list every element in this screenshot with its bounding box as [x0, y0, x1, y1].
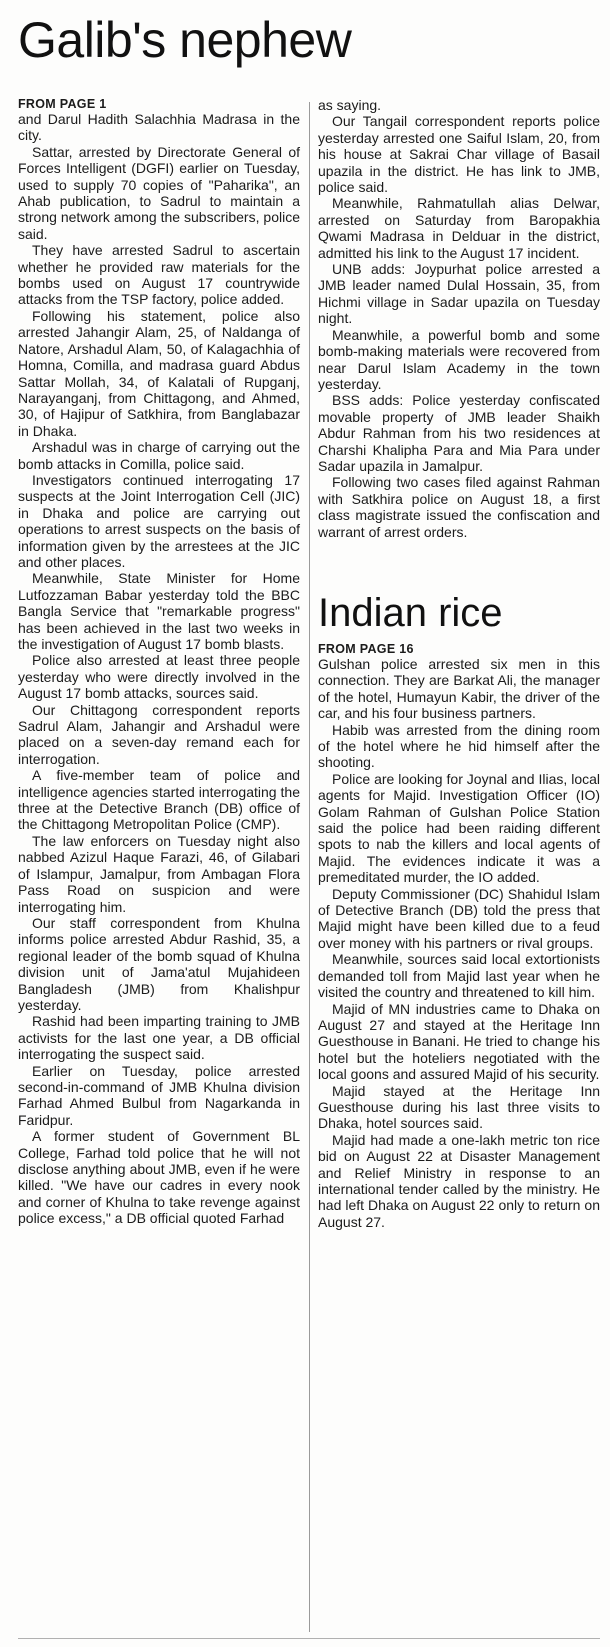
- paragraph: as saying.: [318, 97, 382, 113]
- paragraph: Gulshan police arrested six men in this connection. They are Barkat Ali, the manager of the hotel, Humayun Kabir, the driver of the car, and his four business partners.: [318, 655, 600, 722]
- paragraph: Rashid had been imparting training to JMB activists for the last one year, a DB official interrogating the suspect said.: [18, 1013, 300, 1063]
- story1-column-right: [318, 97, 600, 1230]
- paragraph: Deputy Commissioner (DC) Shahidul Islam of Detective Branch (DB) told the press that Majid might have been killed due to a feud over money with his partners or rival groups.: [318, 885, 600, 951]
- paragraph: Meanwhile, sources said local extortionists demanded toll from Majid last year when he visited the country and threatened to kill him.: [318, 951, 600, 1001]
- paragraph: Police also arrested at least three people yesterday who were directly involved in the August 17 bomb attacks, sources said.: [18, 652, 300, 702]
- paragraph: Arshadul was in charge of carrying out the bomb attacks in Comilla, police said.: [18, 439, 300, 472]
- paragraph: Our Chittagong correspondent reports Sadrul Alam, Jahangir and Arshadul were placed on a seven-day remand each for interrogation.: [18, 701, 300, 767]
- paragraph: Meanwhile, State Minister for Home Lutfozzaman Babar yesterday told the BBC Bangla Service that "remarkable progress" has been achieved in the last two weeks in the investigation of August 17 bomb blasts.: [18, 570, 300, 652]
- story1-column-left: [18, 97, 300, 1227]
- paragraph: Police are looking for Joynal and Ilias, local agents for Majid. Investigation Officer (IO) Golam Rahman of Gulshan Police Station said the police had been raiding different spots to nab the killers and local agents of Majid. The evidences indicate it was a premeditated murder, the IO added.: [318, 770, 600, 886]
- headline-galibs-nephew: Galib's nephew: [18, 12, 352, 68]
- bottom-rule: [18, 1638, 600, 1639]
- jump-line-from-page-1: FROM PAGE 1: [18, 97, 107, 111]
- paragraph: Our staff correspondent from Khulna informs police arrested Abdur Rashid, 35, a regional leader of the bomb squad of Khulna division unit of Jama'atul Mujahideen Bangladesh (JMB) from Khalishpur yesterday.: [18, 914, 300, 1013]
- paragraph: Our Tangail correspondent reports police yesterday arrested one Saiful Islam, 20, from his house at Sakrai Char village of Basail upazila in the district. He has link to JMB, police said.: [318, 113, 600, 196]
- paragraph: A former student of Government BL College, Farhad told police that he will not disclose anything about JMB, even if he were killed. "We have our cadres in every nook and corner of Khulna to take revenge against police excess," a DB official quoted Farhad: [18, 1128, 300, 1227]
- paragraph: Following two cases filed against Rahman with Satkhira police on August 18, a first class magistrate issued the confiscation and warrant of arrest orders.: [318, 474, 600, 540]
- paragraph: UNB adds: Joypurhat police arrested a JMB leader named Dulal Hossain, 35, from Hichmi village in Sadar upazila on Tuesday night.: [318, 261, 600, 327]
- paragraph: Meanwhile, a powerful bomb and some bomb-making materials were recovered from near Darul Islam Academy in the town yesterday.: [318, 326, 600, 392]
- column-divider: [309, 102, 310, 1632]
- paragraph: A five-member team of police and intelligence agencies started interrogating the three at the Detective Branch (DB) office of the Chittagong Metropolitan Police (CMP).: [18, 767, 300, 833]
- paragraph: They have arrested Sadrul to ascertain whether he provided raw materials for the bombs used on August 17 countrywide attacks from the TSP factory, police added.: [18, 242, 300, 308]
- paragraph: Sattar, arrested by Directorate General of Forces Intelligent (DGFI) earlier on Tuesday, used to supply 70 copies of "Paharika", an Ahab publication, to Sadrul to maintain a strong network among the subscribers, police said.: [18, 143, 300, 242]
- paragraph: Investigators continued interrogating 17 suspects at the Joint Interrogation Cell (JIC) in Dhaka and police are carrying out operations to arrest suspects on the basis of information given by the arrestees at the JIC and other places.: [18, 471, 300, 570]
- jump-line-from-page-16: FROM PAGE 16: [318, 641, 414, 656]
- headline-indian-rice: Indian rice: [318, 590, 503, 635]
- paragraph: Majid of MN industries came to Dhaka on August 27 and stayed at the Heritage Inn Guesthouse in Banani. He tried to change his hotel but the hoteliers negotiated with the local goons and assured Majid of his security.: [318, 1000, 600, 1083]
- paragraph: Earlier on Tuesday, police arrested second-in-command of JMB Khulna division Farhad Ahmed Bulbul from Nagarkanda in Faridpur.: [18, 1062, 300, 1128]
- paragraph: Majid had made a one-lakh metric ton rice bid on August 22 at Disaster Management and Relief Ministry in response to an international tender called by the ministry. He had left Dhaka on August 22 only to return on August 27.: [318, 1131, 600, 1230]
- paragraph: Meanwhile, Rahmatullah alias Delwar, arrested on Saturday from Baropakhia Qwami Madrasa in Delduar in the district, admitted his link to the August 17 incident.: [318, 195, 600, 261]
- paragraph: Following his statement, police also arrested Jahangir Alam, 25, of Naldanga of Natore, Arshadul Alam, 50, of Kalagachhia of Homna, Comilla, and madrasa guard Abdus Sattar Mollah, 34, of Kalatali of Rupganj, Narayanganj, from Chittagong, and Ahmed, 30, of Hajipur of Satkhira, from Banglabazar in Dhaka.: [18, 307, 300, 439]
- paragraph: BSS adds: Police yesterday confiscated movable property of JMB leader Shaikh Abdur Rahman from his two residences at Charshi Khalipha Para and Mia Para under Sadar upazila in Jamalpur.: [318, 392, 600, 474]
- paragraph: The law enforcers on Tuesday night also nabbed Azizul Haque Farazi, 46, of Gilabari of Islampur, Jamalpur, from Ambagan Flora Pass Road on suspicion and were interrogating him.: [18, 832, 300, 915]
- paragraph: Majid stayed at the Heritage Inn Guesthouse during his last three visits to Dhaka, hotel sources said.: [318, 1082, 600, 1132]
- paragraph: and Darul Hadith Salachhia Madrasa in the city.: [18, 111, 300, 144]
- paragraph: Habib was arrested from the dining room of the hotel where he hid himself after the shooting.: [318, 721, 600, 771]
